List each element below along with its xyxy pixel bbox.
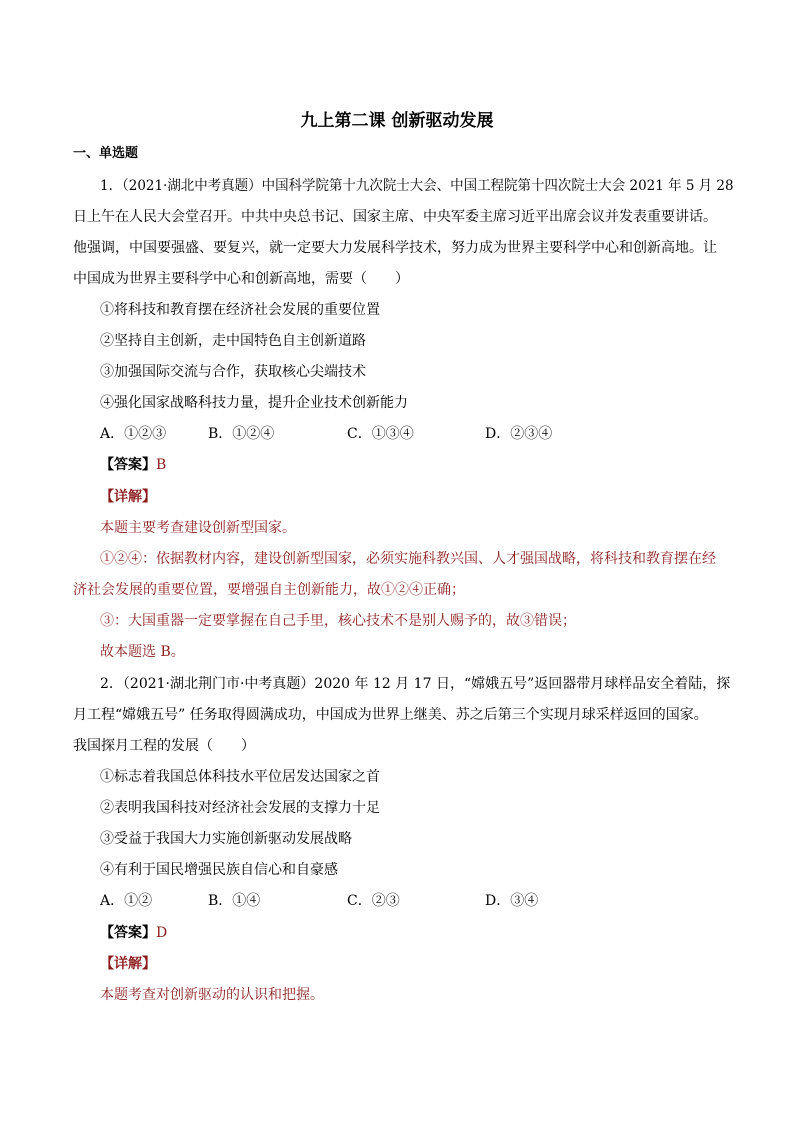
q2-stem-line: 月工程“嫦娥五号” 任务取得圆满成功，中国成为世界上继美、苏之后第三个实现月球采样返回的国家。 <box>73 707 708 723</box>
q1-option-a: A．①②③ <box>100 426 167 442</box>
q1-stem-line: 1．（2021·湖北中考真题）中国科学院第十九次院士大会、中国工程院第十四次院士大会 2021 年 5 月 28 <box>100 178 734 194</box>
q1-explain-line: 故本题选 B。 <box>100 644 185 660</box>
q2-statement: ①标志着我国总体科技水平位居发达国家之首 <box>100 769 380 785</box>
q2-option-c: C．②③ <box>347 893 400 909</box>
page-title: 九上第二课 创新驱动发展 <box>300 111 494 131</box>
q1-option-c: C．①③④ <box>347 426 414 442</box>
answer-value: B <box>156 457 167 473</box>
q1-option-b: B．①②④ <box>208 426 275 442</box>
q2-statement: ②表明我国科技对经济社会发展的支撑力十足 <box>100 800 380 816</box>
answer-label: 【答案】 <box>100 925 156 941</box>
q1-statement: ③加强国际交流与合作，获取核心尖端技术 <box>100 364 366 380</box>
answer-label: 【答案】 <box>100 457 156 473</box>
q1-stem-line: 日上午在人民大会堂召开。中共中央总书记、国家主席、中央军委主席习近平出席会议并发表重要讲话。 <box>73 209 717 225</box>
q1-stem-line: 他强调，中国要强盛、要复兴，就一定要大力发展科学技术，努力成为世界主要科学中心和创新高地。让 <box>73 240 717 256</box>
q1-statement: ①将科技和教育摆在经济社会发展的重要位置 <box>100 302 380 318</box>
q1-explain-line: 济社会发展的重要位置，要增强自主创新能力，故①②④正确； <box>73 582 465 598</box>
q2-statement: ③受益于我国大力实施创新驱动发展战略 <box>100 831 352 847</box>
q2-answer <box>100 923 167 943</box>
q2-option-b: B．①④ <box>208 893 261 909</box>
q1-statement: ②坚持自主创新，走中国特色自主创新道路 <box>100 333 366 349</box>
q2-stem-line: 我国探月工程的发展（ ） <box>73 738 255 754</box>
q1-statement: ④强化国家战略科技力量，提升企业技术创新能力 <box>100 395 408 411</box>
q1-explain-line: 本题主要考查建设创新型国家。 <box>100 520 296 536</box>
q2-detail-label: 【详解】 <box>100 956 156 972</box>
answer-value: D <box>156 925 168 941</box>
q1-stem-line: 中国成为世界主要科学中心和创新高地，需要（ ） <box>73 271 409 287</box>
q1-option-d: D．②③④ <box>485 426 553 442</box>
q2-explain-line: 本题考查对创新驱动的认识和把握。 <box>100 987 324 1003</box>
q1-explain-line: ①②④：依据教材内容，建设创新型国家，必须实施科教兴国、人才强国战略，将科技和教育摆在经 <box>100 551 716 567</box>
section-heading: 一、单选题 <box>73 146 139 161</box>
q2-option-a: A．①② <box>100 893 153 909</box>
q1-detail-label: 【详解】 <box>100 489 156 505</box>
q2-statement: ④有利于国民增强民族自信心和自豪感 <box>100 862 338 878</box>
q2-stem-line: 2．（2021·湖北荆门市·中考真题）2020 年 12 月 17 日，“嫦娥五号”返回器带月球样品安全着陆，探 <box>100 676 731 692</box>
q1-answer <box>100 455 166 475</box>
q2-option-d: D．③④ <box>485 893 539 909</box>
q1-explain-line: ③：大国重器一定要掌握在自己手里，核心技术不是别人赐予的，故③错误； <box>100 613 576 629</box>
